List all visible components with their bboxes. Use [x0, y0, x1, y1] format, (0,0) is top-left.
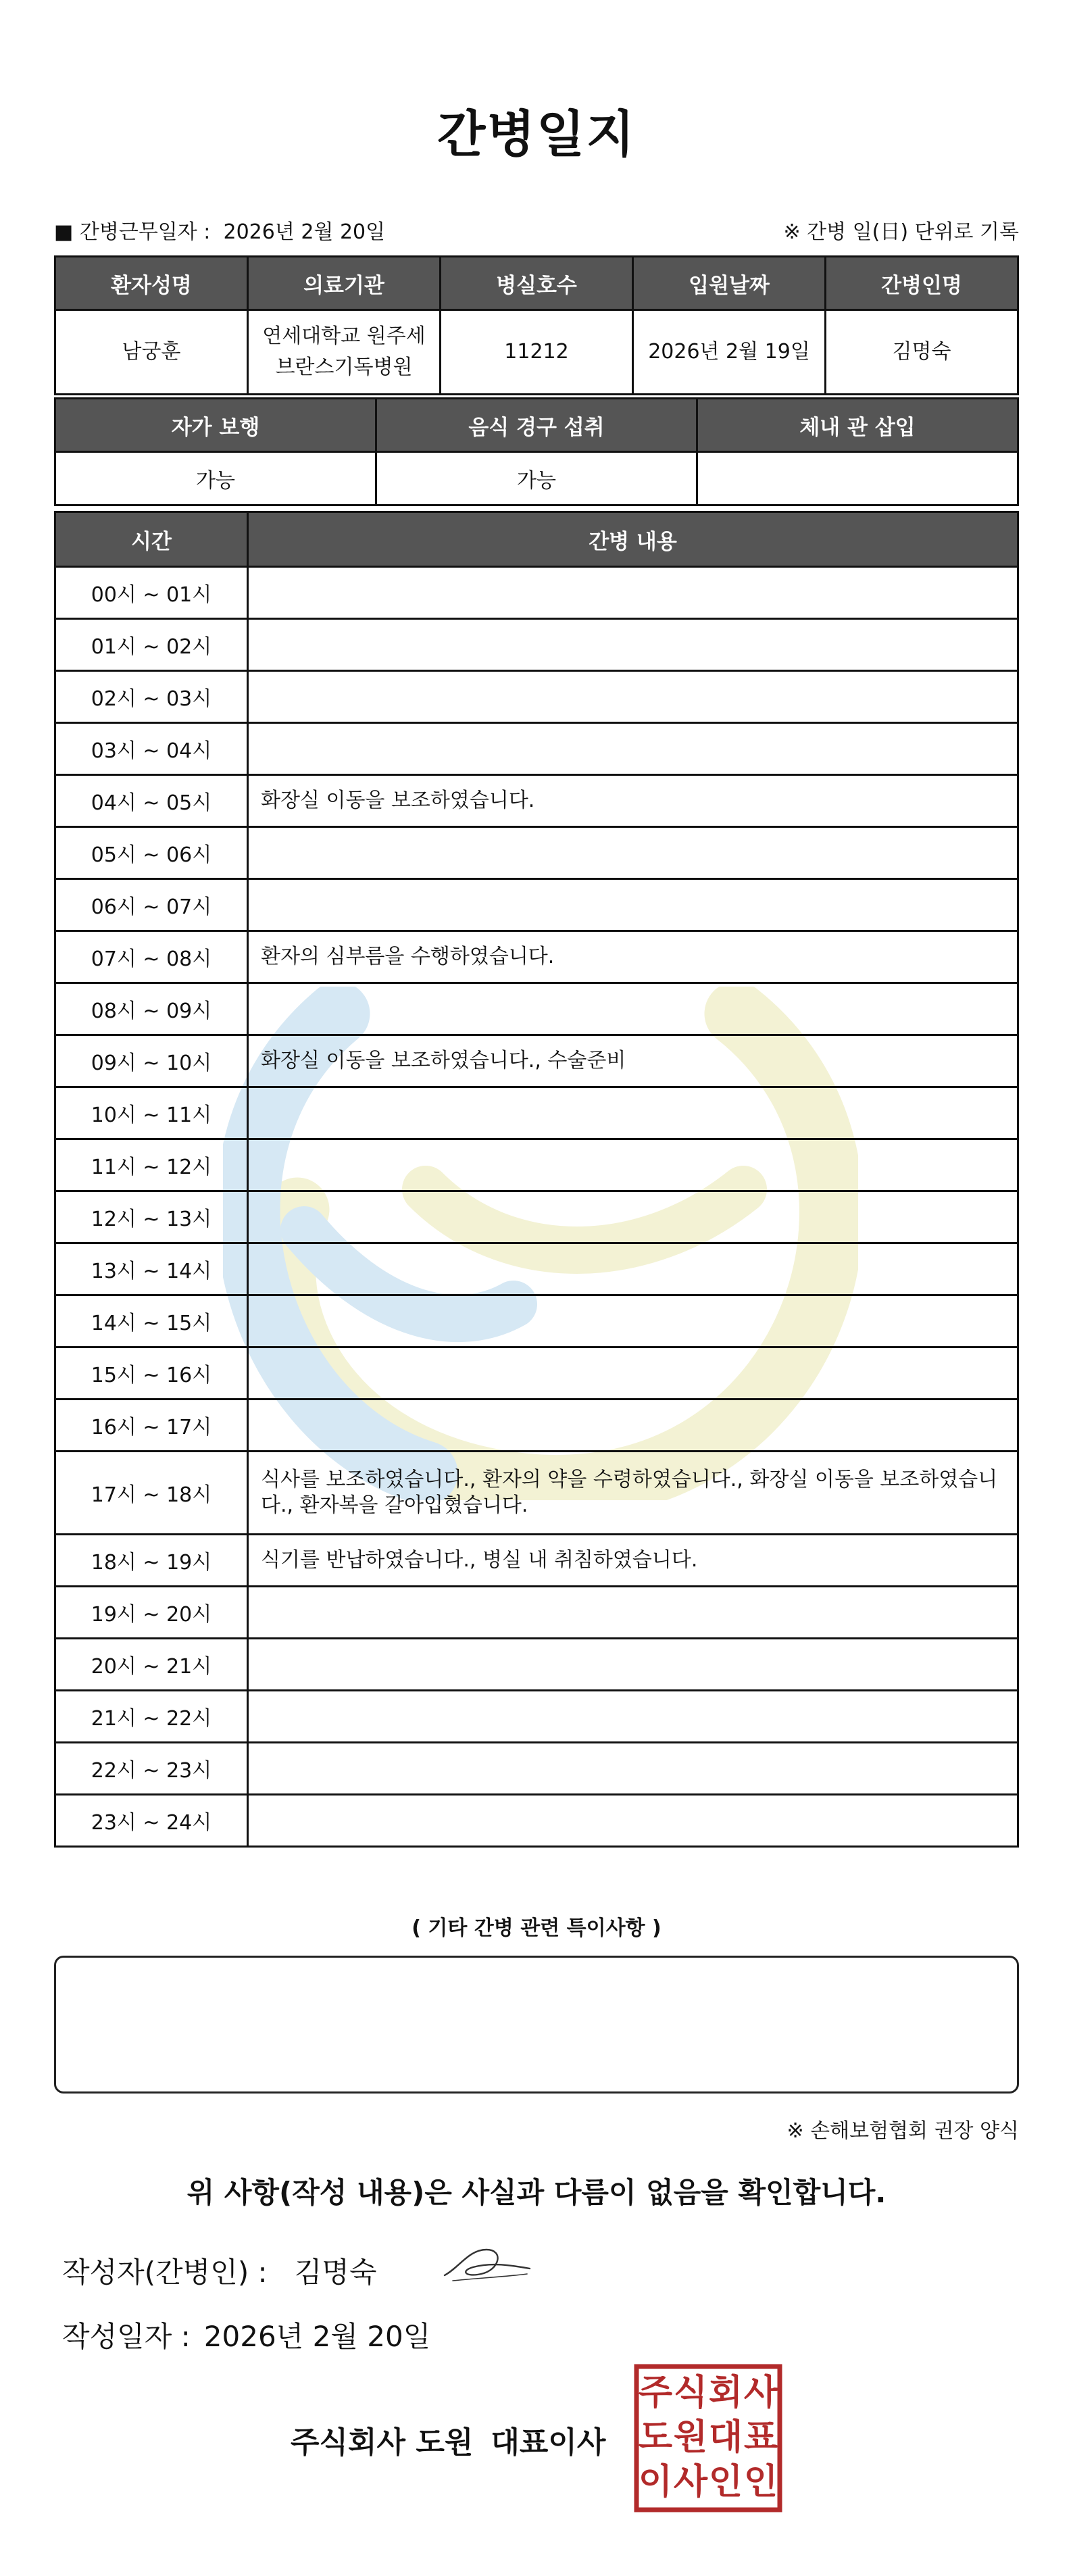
table-row	[55, 1691, 1018, 1743]
unit-note: ※ 간병 일(日) 단위로 기록	[783, 220, 1019, 244]
time-cell: 18시 ~ 19시	[55, 1535, 248, 1587]
time-cell: 01시 ~ 02시	[55, 619, 248, 671]
time-cell: 09시 ~ 10시	[55, 1035, 248, 1087]
time-cell: 06시 ~ 07시	[55, 879, 248, 931]
time-cell: 23시 ~ 24시	[55, 1795, 248, 1847]
hospital-value: 연세대학교 원주세 브란스기독병원	[248, 310, 441, 395]
time-cell: 11시 ~ 12시	[55, 1139, 248, 1191]
table-row	[55, 1035, 1018, 1087]
care-content-cell: 화장실 이동을 보조하였습니다.	[248, 775, 1018, 827]
table-row	[55, 619, 1018, 671]
signature-image	[439, 2240, 534, 2291]
seal-character: 표	[743, 2417, 778, 2458]
work-date-value: 2026년 2월 20일	[223, 220, 386, 244]
care-content-cell	[248, 1295, 1018, 1347]
patient-name-header: 환자성명	[55, 257, 248, 310]
table-row	[55, 983, 1018, 1035]
form-source-note: ※ 손해보험협회 권장 양식	[787, 2119, 1019, 2143]
seal-character: 대	[708, 2417, 743, 2458]
time-cell: 21시 ~ 22시	[55, 1691, 248, 1743]
time-cell: 13시 ~ 14시	[55, 1243, 248, 1295]
room-number-value: 11212	[441, 310, 633, 395]
writer-label: 작성자(간병인) :	[62, 2256, 268, 2289]
caregiver-name-header: 간병인명	[826, 257, 1018, 310]
table-row	[55, 1743, 1018, 1795]
seal-character: 도	[638, 2417, 673, 2458]
time-cell: 22시 ~ 23시	[55, 1743, 248, 1795]
oral-intake-header: 음식 경구 섭취	[376, 399, 697, 452]
care-content-cell	[248, 1639, 1018, 1691]
tube-insertion-header: 체내 관 삽입	[697, 399, 1018, 452]
special-notes-box	[54, 1956, 1019, 2094]
time-cell: 02시 ~ 03시	[55, 671, 248, 723]
time-cell: 05시 ~ 06시	[55, 827, 248, 879]
admission-date-header: 입원날짜	[633, 257, 826, 310]
table-row	[55, 827, 1018, 879]
table-row	[55, 775, 1018, 827]
care-content-header: 간병 내용	[248, 512, 1018, 567]
self-walking-value: 가능	[55, 452, 376, 505]
time-cell: 17시 ~ 18시	[55, 1452, 248, 1535]
time-cell: 08시 ~ 09시	[55, 983, 248, 1035]
time-cell: 10시 ~ 11시	[55, 1087, 248, 1139]
table-row	[55, 1452, 1018, 1535]
care-content-cell	[248, 1243, 1018, 1295]
seal-character: 식	[673, 2373, 708, 2413]
table-row	[55, 1139, 1018, 1191]
table-row	[55, 671, 1018, 723]
time-cell: 15시 ~ 16시	[55, 1347, 248, 1400]
patient-name-value: 남궁훈	[55, 310, 248, 395]
room-number-header: 병실호수	[441, 257, 633, 310]
care-content-cell	[248, 1087, 1018, 1139]
care-content-cell	[248, 567, 1018, 619]
care-content-cell	[248, 619, 1018, 671]
company-line	[291, 2418, 605, 2461]
writer-name: 김명숙	[294, 2256, 377, 2289]
time-header: 시간	[55, 512, 248, 567]
document-title: 간병일지	[437, 105, 636, 164]
admission-date-value: 2026년 2월 19일	[633, 310, 826, 395]
care-content-cell: 식사를 보조하였습니다., 환자의 약을 수령하였습니다., 화장실 이동을 보조하였습니다., 환자복을 갈아입혔습니다.	[248, 1452, 1018, 1535]
table-row	[55, 1400, 1018, 1452]
table-row	[55, 1587, 1018, 1639]
oral-intake-value: 가능	[376, 452, 697, 505]
caregiver-name-value: 김명숙	[826, 310, 1018, 395]
table-row	[55, 567, 1018, 619]
table-row	[55, 723, 1018, 775]
seal-character: 사	[673, 2462, 708, 2502]
care-content-cell	[248, 879, 1018, 931]
seal-character: 회	[708, 2373, 743, 2413]
care-content-cell	[248, 1191, 1018, 1243]
company-seal-stamp	[632, 2362, 784, 2514]
care-content-cell: 환자의 심부름을 수행하였습니다.	[248, 931, 1018, 983]
care-content-cell	[248, 1587, 1018, 1639]
care-content-cell	[248, 983, 1018, 1035]
time-cell: 12시 ~ 13시	[55, 1191, 248, 1243]
writer-line	[62, 2250, 376, 2291]
table-row	[55, 879, 1018, 931]
care-content-cell: 화장실 이동을 보조하였습니다., 수술준비	[248, 1035, 1018, 1087]
table-row	[55, 1639, 1018, 1691]
table-row	[55, 1191, 1018, 1243]
table-row	[55, 931, 1018, 983]
work-date-label: ■ 간병근무일자 :	[54, 220, 211, 244]
care-content-cell	[248, 1400, 1018, 1452]
written-date-line	[62, 2314, 430, 2355]
care-content-cell	[248, 1139, 1018, 1191]
seal-character: 사	[743, 2373, 778, 2413]
table-row	[55, 1087, 1018, 1139]
time-cell: 00시 ~ 01시	[55, 567, 248, 619]
table-row	[55, 1243, 1018, 1295]
care-content-cell	[248, 1691, 1018, 1743]
written-date-value: 2026년 2월 20일	[203, 2320, 431, 2353]
notes-title: ( 기타 간병 관련 특이사항 )	[411, 1916, 662, 1940]
time-cell: 07시 ~ 08시	[55, 931, 248, 983]
work-date-line	[54, 215, 385, 245]
time-cell: 19시 ~ 20시	[55, 1587, 248, 1639]
written-date-label: 작성일자 :	[62, 2320, 191, 2353]
patient-ability-table	[54, 397, 1019, 506]
care-log-table	[54, 511, 1019, 1848]
time-cell: 04시 ~ 05시	[55, 775, 248, 827]
care-content-cell	[248, 671, 1018, 723]
care-content-cell	[248, 1743, 1018, 1795]
seal-character: 원	[673, 2417, 708, 2458]
time-cell: 03시 ~ 04시	[55, 723, 248, 775]
table-row	[55, 1795, 1018, 1847]
care-content-cell	[248, 723, 1018, 775]
time-cell: 20시 ~ 21시	[55, 1639, 248, 1691]
seal-character: 주	[638, 2373, 673, 2413]
table-row	[55, 1347, 1018, 1400]
company-representative: 대표이사	[491, 2425, 606, 2460]
hospital-header: 의료기관	[248, 257, 441, 310]
table-row	[55, 1295, 1018, 1347]
care-content-cell: 식기를 반납하였습니다., 병실 내 취침하였습니다.	[248, 1535, 1018, 1587]
patient-info-table	[54, 255, 1019, 395]
time-cell: 14시 ~ 15시	[55, 1295, 248, 1347]
seal-character: 이	[638, 2462, 673, 2502]
self-walking-header: 자가 보행	[55, 399, 376, 452]
care-content-cell	[248, 1347, 1018, 1400]
care-content-cell	[248, 1795, 1018, 1847]
table-row	[55, 1535, 1018, 1587]
time-cell: 16시 ~ 17시	[55, 1400, 248, 1452]
seal-character: 인	[708, 2462, 743, 2502]
seal-character: 인	[743, 2462, 778, 2502]
tube-insertion-value	[697, 452, 1018, 505]
care-content-cell	[248, 827, 1018, 879]
confirmation-statement: 위 사항(작성 내용)은 사실과 다름이 없음을 확인합니다.	[186, 2176, 887, 2209]
company-name: 주식회사 도원	[291, 2425, 474, 2460]
care-log-rows	[55, 567, 1018, 1847]
